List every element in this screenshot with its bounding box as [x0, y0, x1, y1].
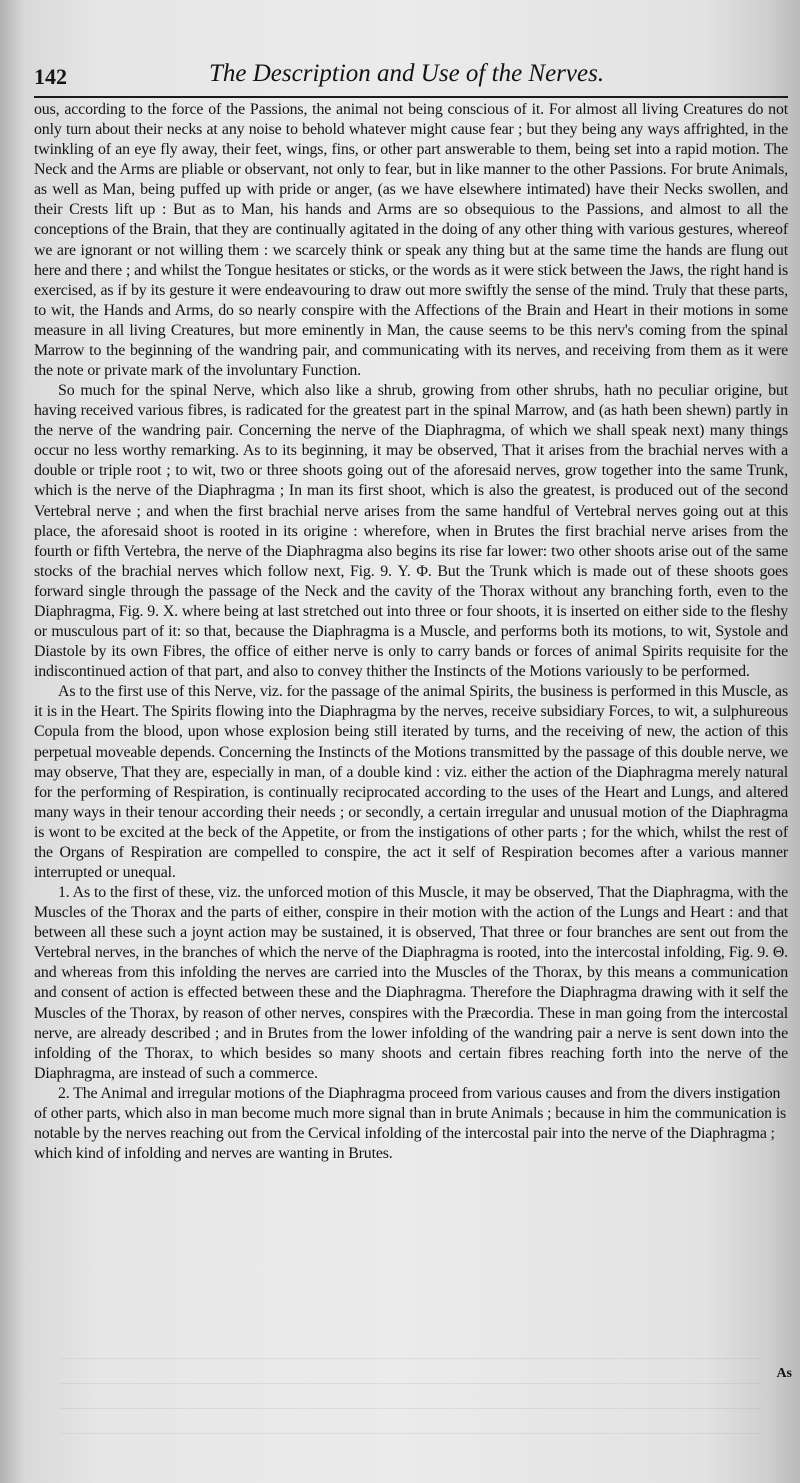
body-text: [34, 100, 788, 1164]
paragraph-passions: ous, according to the force of the Passions, the animal not being conscious of it. For almost all living Creatures do not only turn about their necks at any noise to behold whatever might cause fear ; but they being any ways affrighted, in the twinkling of an eye fly away, their feet, wings, fins, or other part answerable to them, being set into a rapid motion. The Neck and the Arms are pliable or observant, not only to fear, but in like manner to the other Passions. For brute Animals, as well as Man, being puffed up with pride or anger, (as we have elsewhere intimated) have their Necks swollen, and their Crests lift up : But as to Man, his hands and Arms are so obsequious to the Passions, and almost to all the conceptions of the Brain, that they are continually agitated in the doing of any other thing with various gestures, whereof we are ignorant or not willing them : we scarcely think or speak any thing but at the same time the hands are flung out here and there ; and whilst the Tongue hesitates or sticks, or the words as it were stick between the Jaws, the right hand is exercised, as if by its gesture it were endeavouring to draw out more swiftly the sense of the mind. Truly that these parts, to wit, the Hands and Arms, do so nearly conspire with the Affections of the Brain and Heart in their motions in some measure in all living Creatures, but more eminently in Man, the cause seems to be this nerv's coming from the spinal Marrow to the beginning of the wandring pair, and communicating with its nerves, and receiving from them as it were the note or private mark of the involuntary Function.: [34, 101, 788, 380]
paragraph-unforced-motion: 1. As to the first of these, viz. the unforced motion of this Muscle, it may be observed, That the Diaphragma, with the Muscles of the Thorax and the parts of either, conspire in their motion with the action of the Lungs and Heart : and that between all these such a joynt action may be sustained, it is observed, That three or four branches are sent out from the Vertebral nerves, in the branches of which the nerve of the Diaphragma is rooted, into the intercostal infolding, Fig. 9. Θ. and whereas from this infolding the nerves are carried into the Muscles of the Thorax, by this means a communication and consent of action is effected between these and the Diaphragma. Therefore the Diaphragma drawing with it self the Muscles of the Thorax, by reason of other nerves, conspires with the Præcordia. These in man going from the intercostal nerve, are already described ; and in Brutes from the lower infolding of the wandring pair a nerve is sent down into the infolding of the Thorax, to which besides so many shoots and certain fibres reaching forth into the nerve of the Diaphragma, are instead of such a commerce.: [34, 884, 788, 1082]
paragraph-first-use: As to the first use of this Nerve, viz. for the passage of the animal Spirits, the business is performed in this Muscle, as it is in the Heart. The Spirits flowing into the Diaphragma by the nerves, receive subsidiary Forces, to wit, a sulphureous Copula from the blood, upon whose explosion being still iterated by turns, and the receiving of new, the action of this perpetual moveable depends. Concerning the Instincts of the Motions transmitted by the passage of this double nerve, we may observe, That they are, especially in man, of a double kind : viz. either the action of the Diaphragma merely natural for the performing of Respiration, is continually reciprocated according to the uses of the Heart and Lungs, and altered many ways in their tenour according their needs ; or secondly, a certain irregular and unusual motion of the Diaphragma is wont to be excited at the beck of the Appetite, or from the instigations of other parts ; for the which, whilst the rest of the Organs of Respiration are compelled to conspire, the act it self of Respiration becomes after a various manner interrupted or unequal.: [34, 683, 788, 881]
page-number: 142: [34, 64, 67, 89]
catchword: As: [776, 1366, 792, 1381]
running-title: The Description and Use of the Nerves.: [209, 60, 605, 87]
page-header: [34, 60, 786, 94]
header-rule: [34, 96, 788, 98]
paragraph-spinal-nerve: So much for the spinal Nerve, which also like a shrub, growing from other shrubs, hath no peculiar origine, but having received various fibres, is radicated for the greatest part in the spinal Marrow, and (as hath been shewn) partly in the nerve of the wandring pair. Concerning the nerve of the Diaphragma, of which we shall speak next) many things occur no less worthy remarking. As to its beginning, it may be observed, That it arises from the brachial nerves with a double or triple root ; to wit, two or three shoots going out of the aforesaid nerves, grow together into the same Trunk, which is the nerve of the Diaphragma ; In man its first shoot, which is also the greatest, is produced out of the second Vertebral nerve ; and when the first brachial nerve arises from the same handful of Vertebral nerves going out at this place, the aforesaid shoot is rooted in its origine : wherefore, when in Brutes the first brachial nerve arises from the fourth or fifth Vertebra, the nerve of the Diaphragma also begins its rise far lower: two other shoots arise out of the same stocks of the brachial nerves which follow next, Fig. 9. Υ. Φ. But the Trunk which is made out of these shoots goes forward single through the passage of the Neck and the cavity of the Thorax without any branching forth, even to the Diaphragma, Fig. 9. Χ. where being at last stretched out into three or four shoots, it is inserted on either side to the fleshy or musculous part of it: so that, because the Diaphragma is a Muscle, and performs both its motions, to wit, Systole and Diastole by its own Fibres, the office of either nerve is only to carry bands or forces of animal Spirits requisite for the indiscontinued action of that part, and also to convey thither the Instincts of the Motions variously to be performed.: [34, 382, 788, 681]
show-through-texture: [60, 1340, 760, 1434]
paragraph-irregular-motions: 2. The Animal and irregular motions of the Diaphragma proceed from various causes and from the divers instigation of other parts, which also in man become much more signal than in brute Animals ; because in him the communication is notable by the nerves reaching out from the Cervical infolding of the intercostal pair into the nerve of the Diaphragma ; which kind of infolding and nerves are wanting in Brutes.: [34, 1084, 787, 1163]
